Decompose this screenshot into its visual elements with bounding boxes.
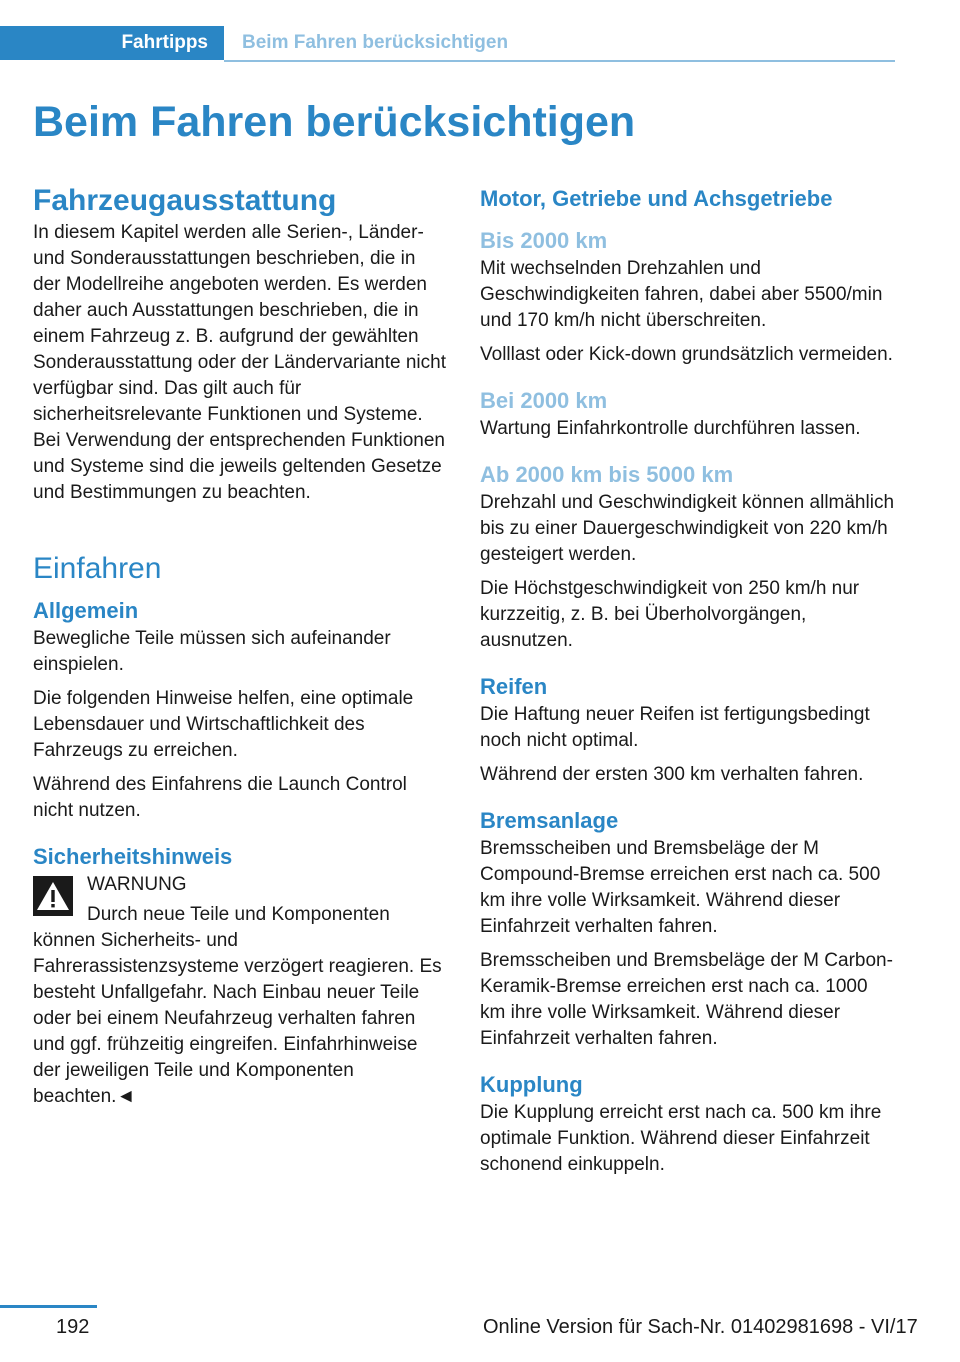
section-title-motor: Motor, Getriebe und Achsgetriebe bbox=[480, 186, 833, 211]
paragraph: Die Kupplung erreicht erst nach ca. 500 km ihre optimale Funktion. Während dieser Einfahrzeit schonend einkuppeln. bbox=[480, 1102, 882, 1175]
warning-text: können Sicherheits- und Fahrerassistenzsysteme verzögert reagieren. Es besteht Unfallgefahr. Nach Einbau neuer Teile oder bei einem Neufahrzeug verhalten fahren und ggf. frühzeitig eingreifen. Einfahrhinweise der jeweiligen Teile und Komponenten beachten.◄ bbox=[33, 930, 442, 1107]
section-title-fahrzeugausstattung: Fahrzeugausstattung bbox=[33, 184, 337, 217]
paragraph: Bremsscheiben und Bremsbeläge der M Carbon-Keramik-Bremse erreichen erst nach ca. 1000 km ihre volle Wirksamkeit. Während dieser Einfahrzeit verhalten fahren. bbox=[480, 950, 893, 1049]
subsection-tab-label: Beim Fahren berücksichtigen bbox=[242, 32, 509, 53]
subsection-title-reifen: Reifen bbox=[480, 674, 548, 699]
page-title: Beim Fahren berücksichtigen bbox=[33, 98, 636, 146]
header-divider bbox=[224, 60, 895, 62]
footer-divider bbox=[0, 1305, 97, 1308]
subsection-title-kupplung: Kupplung bbox=[480, 1072, 583, 1097]
paragraph: In diesem Kapitel werden alle Serien-, Länder- und Sonderausstattungen beschrieben, die in der Modellreihe angeboten werden. Es werden daher auch Ausstattungen beschrieben, die in einem Fahrzeug z. B. aufgrund der gewählten Sonderausstattung oder der Ländervariante nicht verfügbar sind. Das gilt auch für sicherheitsrelevante Funktionen und Systeme. Bei Verwendung der entsprechenden Funktionen und Systeme sind die jeweils geltenden Gesetze und Bestimmungen zu beachten. bbox=[33, 222, 446, 503]
chapter-title-einfahren: Einfahren bbox=[33, 552, 162, 585]
paragraph: Die Haftung neuer Reifen ist fertigungsbedingt noch nicht optimal. bbox=[480, 704, 870, 751]
paragraph: Drehzahl und Geschwindigkeit können allmählich bis zu einer Dauergeschwindigkeit von 220 km/h gesteigert werden. bbox=[480, 492, 895, 565]
subsection-title-allgemein: Allgemein bbox=[33, 598, 139, 623]
paragraph: Die folgenden Hinweise helfen, eine optimale Lebensdauer und Wirtschaftlichkeit des Fahrzeugs zu erreichen. bbox=[33, 688, 414, 761]
warning-triangle-icon bbox=[33, 876, 73, 916]
warning-first-line: Durch neue Teile und Komponenten bbox=[87, 904, 390, 925]
subsection-title-ab-2000: Ab 2000 km bis 5000 km bbox=[480, 462, 734, 487]
subsection-title-bei-2000: Bei 2000 km bbox=[480, 388, 608, 413]
right-column bbox=[480, 182, 895, 1186]
paragraph: Wartung Einfahrkontrolle durchführen lassen. bbox=[480, 418, 861, 439]
paragraph: Bewegliche Teile müssen sich aufeinander einspielen. bbox=[33, 628, 391, 675]
paragraph: Während der ersten 300 km verhalten fahren. bbox=[480, 764, 864, 785]
warning-label: WARNUNG bbox=[87, 874, 187, 895]
page-header bbox=[0, 26, 895, 62]
left-column bbox=[33, 182, 448, 1118]
online-version-note: Online Version für Sach-Nr. 01402981698 - VI/17 bbox=[483, 1316, 918, 1338]
paragraph: Bremsscheiben und Bremsbeläge der M Compound-Bremse erreichen erst nach ca. 500 km ihre volle Wirksamkeit. Während dieser Einfahrzeit verhalten fahren. bbox=[480, 838, 881, 937]
paragraph: Die Höchstgeschwindigkeit von 250 km/h nur kurzzeitig, z. B. bei Überholvorgängen, ausnutzen. bbox=[480, 578, 860, 651]
paragraph: Während des Einfahrens die Launch Control nicht nutzen. bbox=[33, 774, 407, 821]
page-number: 192 bbox=[56, 1316, 90, 1338]
paragraph: Volllast oder Kick-down grundsätzlich vermeiden. bbox=[480, 344, 893, 365]
warning-box bbox=[33, 872, 448, 1110]
paragraph: Mit wechselnden Drehzahlen und Geschwindigkeiten fahren, dabei aber 5500/min und 170 km/h nicht überschreiten. bbox=[480, 258, 883, 331]
subsection-title-bremsanlage: Bremsanlage bbox=[480, 808, 619, 833]
section-tab-label: Fahrtipps bbox=[121, 32, 208, 53]
subsection-title-sicherheitshinweis: Sicherheitshinweis bbox=[33, 844, 233, 869]
section-tab-fahrtipps bbox=[0, 26, 224, 60]
subsection-title-bis-2000: Bis 2000 km bbox=[480, 228, 608, 253]
